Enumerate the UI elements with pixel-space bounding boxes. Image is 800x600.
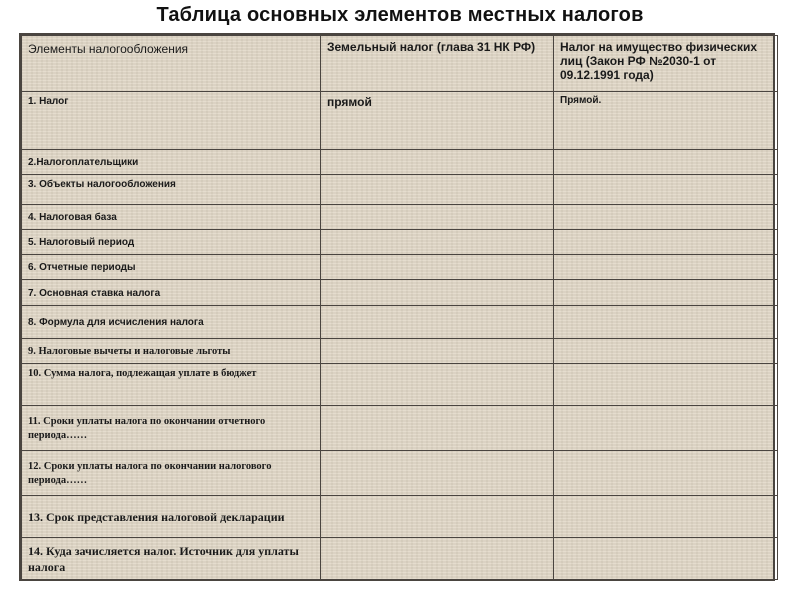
property-tax-cell — [554, 205, 778, 230]
table-row — [22, 339, 778, 364]
property-tax-cell — [554, 280, 778, 306]
land-tax-cell — [321, 538, 554, 580]
property-tax-cell — [554, 406, 778, 451]
property-tax-cell — [554, 255, 778, 280]
land-tax-cell: прямой — [321, 92, 554, 150]
header-elements: Элементы налогообложения — [22, 36, 321, 92]
property-tax-cell — [554, 230, 778, 255]
property-tax-cell — [554, 339, 778, 364]
row-label: 13. Срок представления налоговой декларации — [22, 496, 321, 538]
land-tax-cell — [321, 406, 554, 451]
row-label: 3. Объекты налогообложения — [22, 175, 321, 205]
table-row — [22, 230, 778, 255]
land-tax-cell — [321, 451, 554, 496]
property-tax-cell — [554, 306, 778, 339]
header-property-tax: Налог на имущество физических лиц (Закон РФ №2030-1 от 09.12.1991 года) — [554, 36, 778, 92]
land-tax-cell — [321, 364, 554, 406]
table-row — [22, 205, 778, 230]
table-row — [22, 538, 778, 580]
land-tax-cell — [321, 339, 554, 364]
row-label: 10. Сумма налога, подлежащая уплате в бюджет — [22, 364, 321, 406]
row-label: 9. Налоговые вычеты и налоговые льготы — [22, 339, 321, 364]
land-tax-cell — [321, 150, 554, 175]
land-tax-cell — [321, 496, 554, 538]
land-tax-cell — [321, 255, 554, 280]
property-tax-cell — [554, 175, 778, 205]
land-tax-cell — [321, 205, 554, 230]
property-tax-cell — [554, 496, 778, 538]
table-row — [22, 496, 778, 538]
table-row — [22, 150, 778, 175]
row-label: 4. Налоговая база — [22, 205, 321, 230]
tax-elements-table — [19, 33, 775, 581]
row-label: 6. Отчетные периоды — [22, 255, 321, 280]
table-row — [22, 451, 778, 496]
row-label: 11. Сроки уплаты налога по окончании отчетного периода…… — [22, 406, 321, 451]
row-label: 2.Налогоплательщики — [22, 150, 321, 175]
table-row — [22, 306, 778, 339]
property-tax-cell — [554, 451, 778, 496]
row-label: 12. Сроки уплаты налога по окончании налогового периода…… — [22, 451, 321, 496]
land-tax-cell — [321, 175, 554, 205]
property-tax-cell — [554, 364, 778, 406]
table-row — [22, 175, 778, 205]
row-label: 8. Формула для исчисления налога — [22, 306, 321, 339]
row-label: 7. Основная ставка налога — [22, 280, 321, 306]
row-label: 14. Куда зачисляется налог. Источник для уплаты налога — [22, 538, 321, 580]
table-row — [22, 280, 778, 306]
table-row — [22, 364, 778, 406]
property-tax-cell: Прямой. — [554, 92, 778, 150]
property-tax-cell — [554, 150, 778, 175]
row-label: 5. Налоговый период — [22, 230, 321, 255]
page-title: Таблица основных элементов местных налогов — [156, 4, 644, 26]
row-label: 1. Налог — [22, 92, 321, 150]
land-tax-cell — [321, 280, 554, 306]
table-row — [22, 406, 778, 451]
property-tax-cell — [554, 538, 778, 580]
land-tax-cell — [321, 230, 554, 255]
table-row — [22, 255, 778, 280]
header-land-tax: Земельный налог (глава 31 НК РФ) — [321, 36, 554, 92]
table-row — [22, 92, 778, 150]
land-tax-cell — [321, 306, 554, 339]
table-header-row — [22, 36, 778, 92]
